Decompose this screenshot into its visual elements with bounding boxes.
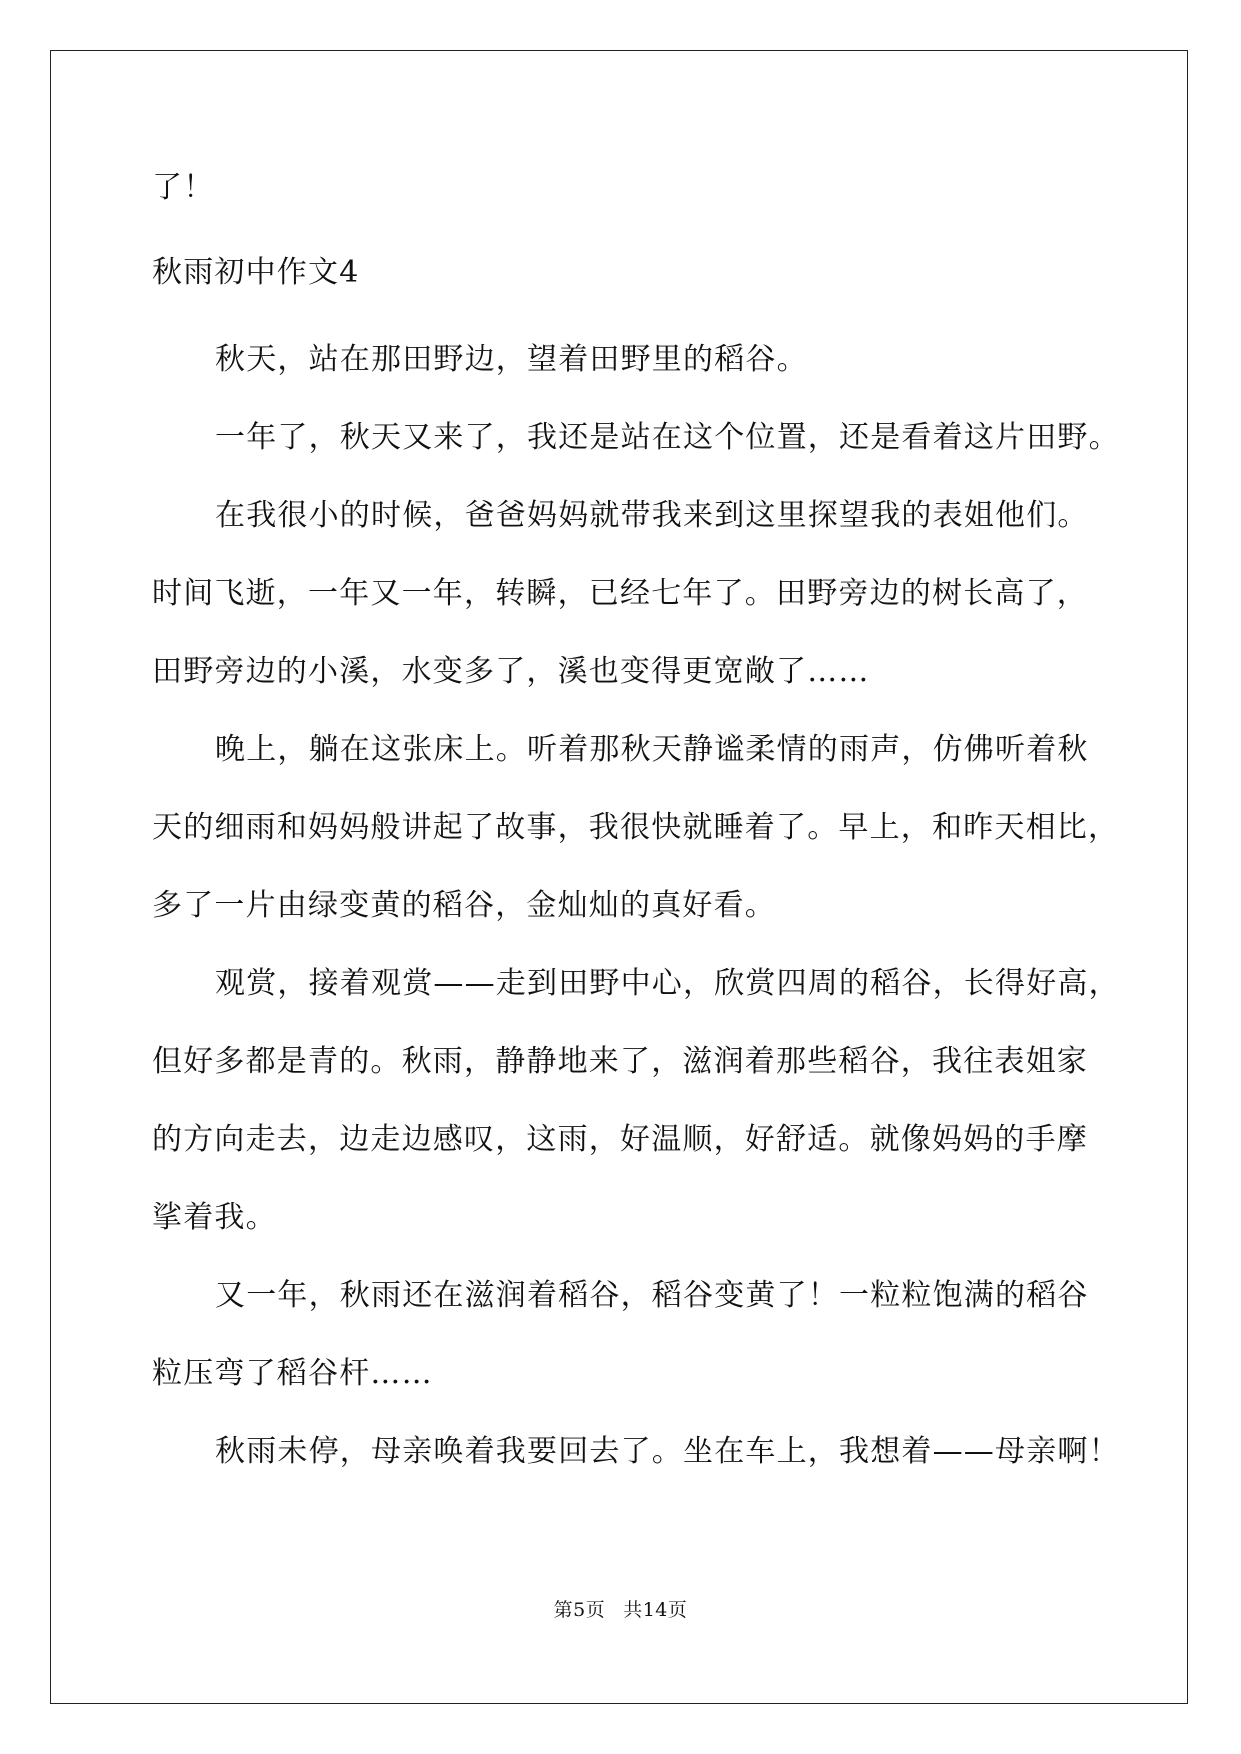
text-line: 田野旁边的小溪，水变多了，溪也变得更宽敞了…… (152, 654, 870, 689)
text-line: 晚上，躺在这张床上。听着那秋天静谧柔情的雨声，仿佛听着秋 (215, 732, 1089, 767)
text-line: 秋雨未停，母亲唤着我要回去了。坐在车上，我想着——母亲啊！ (215, 1434, 1120, 1469)
text-line: 多了一片由绿变黄的稻谷，金灿灿的真好看。 (152, 888, 776, 923)
section-heading: 秋雨初中作文4 (152, 255, 360, 290)
text-line: 时间飞逝，一年又一年，转瞬，已经七年了。田野旁边的树长高了， (152, 576, 1088, 611)
text-line: 观赏，接着观赏——走到田野中心，欣赏四周的稻谷，长得好高， (215, 966, 1120, 1001)
text-line: 了！ (152, 170, 215, 205)
text-line: 又一年，秋雨还在滋润着稻谷，稻谷变黄了！一粒粒饱满的稻谷 (215, 1278, 1089, 1313)
text-line: 秋天，站在那田野边，望着田野里的稻谷。 (215, 342, 808, 377)
text-line: 粒压弯了稻谷杆…… (152, 1356, 433, 1391)
text-line: 但好多都是青的。秋雨，静静地来了，滋润着那些稻谷，我往表姐家 (152, 1044, 1088, 1079)
text-line: 的方向走去，边走边感叹，这雨，好温顺，好舒适。就像妈妈的手摩 (152, 1122, 1088, 1157)
page-number: 第5页 (553, 1599, 606, 1621)
text-line: 在我很小的时候，爸爸妈妈就带我来到这里探望我的表姐他们。 (215, 498, 1089, 533)
text-line: 挲着我。 (152, 1200, 277, 1235)
page-total: 共14页 (623, 1599, 688, 1621)
text-line: 天的细雨和妈妈般讲起了故事，我很快就睡着了。早上，和昨天相比， (152, 810, 1120, 845)
page-footer (0, 1598, 1241, 1622)
text-line: 一年了，秋天又来了，我还是站在这个位置，还是看着这片田野。 (215, 420, 1120, 455)
